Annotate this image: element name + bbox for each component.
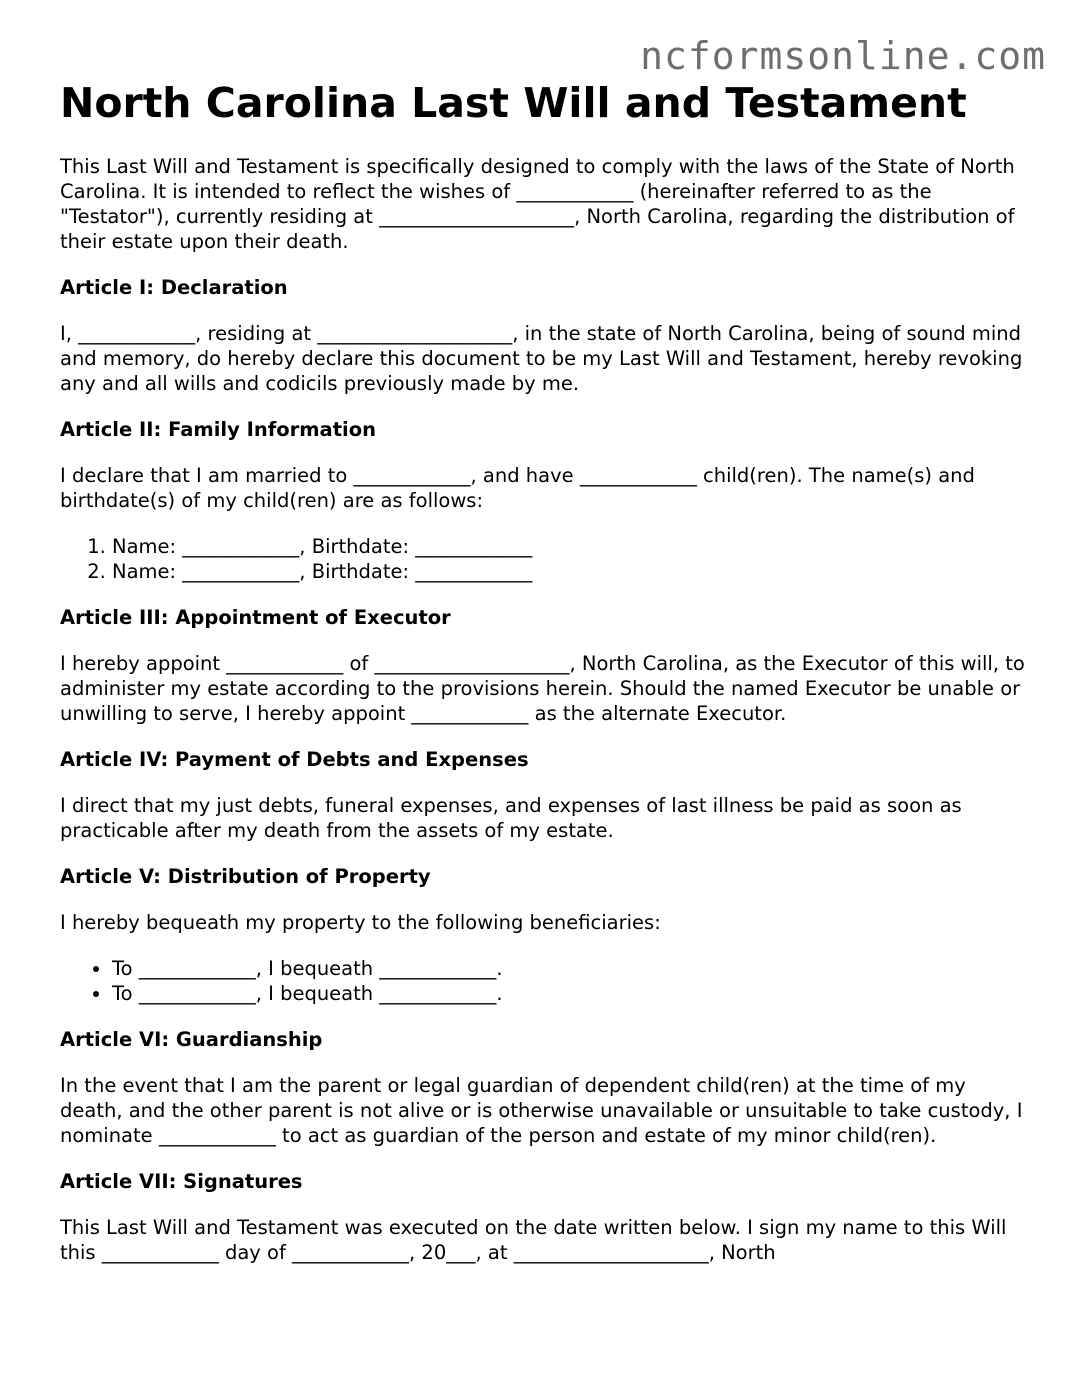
- children-list: [60, 534, 1030, 584]
- article-debts: [60, 747, 1030, 843]
- article-heading: Article V: Distribution of Property: [60, 865, 431, 888]
- article-text: In the event that I am the parent or legal guardian of dependent child(ren) at the time of my death, and the other parent is not alive or is otherwise unavailable or unsuitable to take custody, I nominate ____________ to act as guardian of the person and estate of my minor child(ren).: [60, 1074, 1023, 1147]
- article-text: I declare that I am married to ____________, and have ____________ child(ren). The name(s) and birthdate(s) of my child(ren) are as follows:: [60, 464, 975, 512]
- article-text: I direct that my just debts, funeral expenses, and expenses of last illness be paid as soon as practicable after my death from the assets of my estate.: [60, 794, 962, 842]
- article-family-information: [60, 417, 1030, 584]
- article-heading: Article IV: Payment of Debts and Expenses: [60, 748, 529, 771]
- site-watermark: ncformsonline.com: [640, 34, 1046, 78]
- bequest-list: [60, 956, 1030, 1006]
- list-item: 1. Name: ____________, Birthdate: ____________: [112, 534, 1030, 559]
- list-item: • To ____________, I bequeath ____________.: [112, 956, 1030, 981]
- article-heading: Article I: Declaration: [60, 276, 288, 299]
- article-signatures: [60, 1169, 1030, 1265]
- article-text: I hereby appoint ____________ of ____________________, North Carolina, as the Executor of this will, to administer my estate according to the provisions herein. Should the named Executor be unable or unwilling to serve, I hereby appoint ____________ as the alternate Executor.: [60, 652, 1025, 725]
- article-text: This Last Will and Testament was executed on the date written below. I sign my name to this Will this ____________ day of ____________, 20___, at ____________________, North: [60, 1216, 1007, 1264]
- article-text: I hereby bequeath my property to the following beneficiaries:: [60, 911, 661, 934]
- article-distribution: [60, 864, 1030, 1006]
- article-guardianship: [60, 1027, 1030, 1148]
- article-text: I, ____________, residing at ____________________, in the state of North Carolina, being of sound mind and memory, do hereby declare this document to be my Last Will and Testament, hereby revoking any and all wills and codicils previously made by me.: [60, 322, 1023, 395]
- intro-paragraph: This Last Will and Testament is specifically designed to comply with the laws of the State of North Carolina. It is intended to reflect the wishes of ____________ (hereinafter referred to as the "Testator"), currently residing at ____________________, North Carolina, regarding the distribution of their estate upon their death.: [60, 155, 1015, 253]
- document-page: [60, 78, 1030, 1286]
- list-item: 2. Name: ____________, Birthdate: ____________: [112, 559, 1030, 584]
- list-item: • To ____________, I bequeath ____________.: [112, 981, 1030, 1006]
- article-heading: Article II: Family Information: [60, 418, 376, 441]
- article-declaration: [60, 275, 1030, 396]
- document-title: North Carolina Last Will and Testament: [60, 79, 967, 127]
- article-heading: Article VI: Guardianship: [60, 1028, 323, 1051]
- article-heading: Article III: Appointment of Executor: [60, 606, 451, 629]
- article-executor: [60, 605, 1030, 726]
- article-heading: Article VII: Signatures: [60, 1170, 303, 1193]
